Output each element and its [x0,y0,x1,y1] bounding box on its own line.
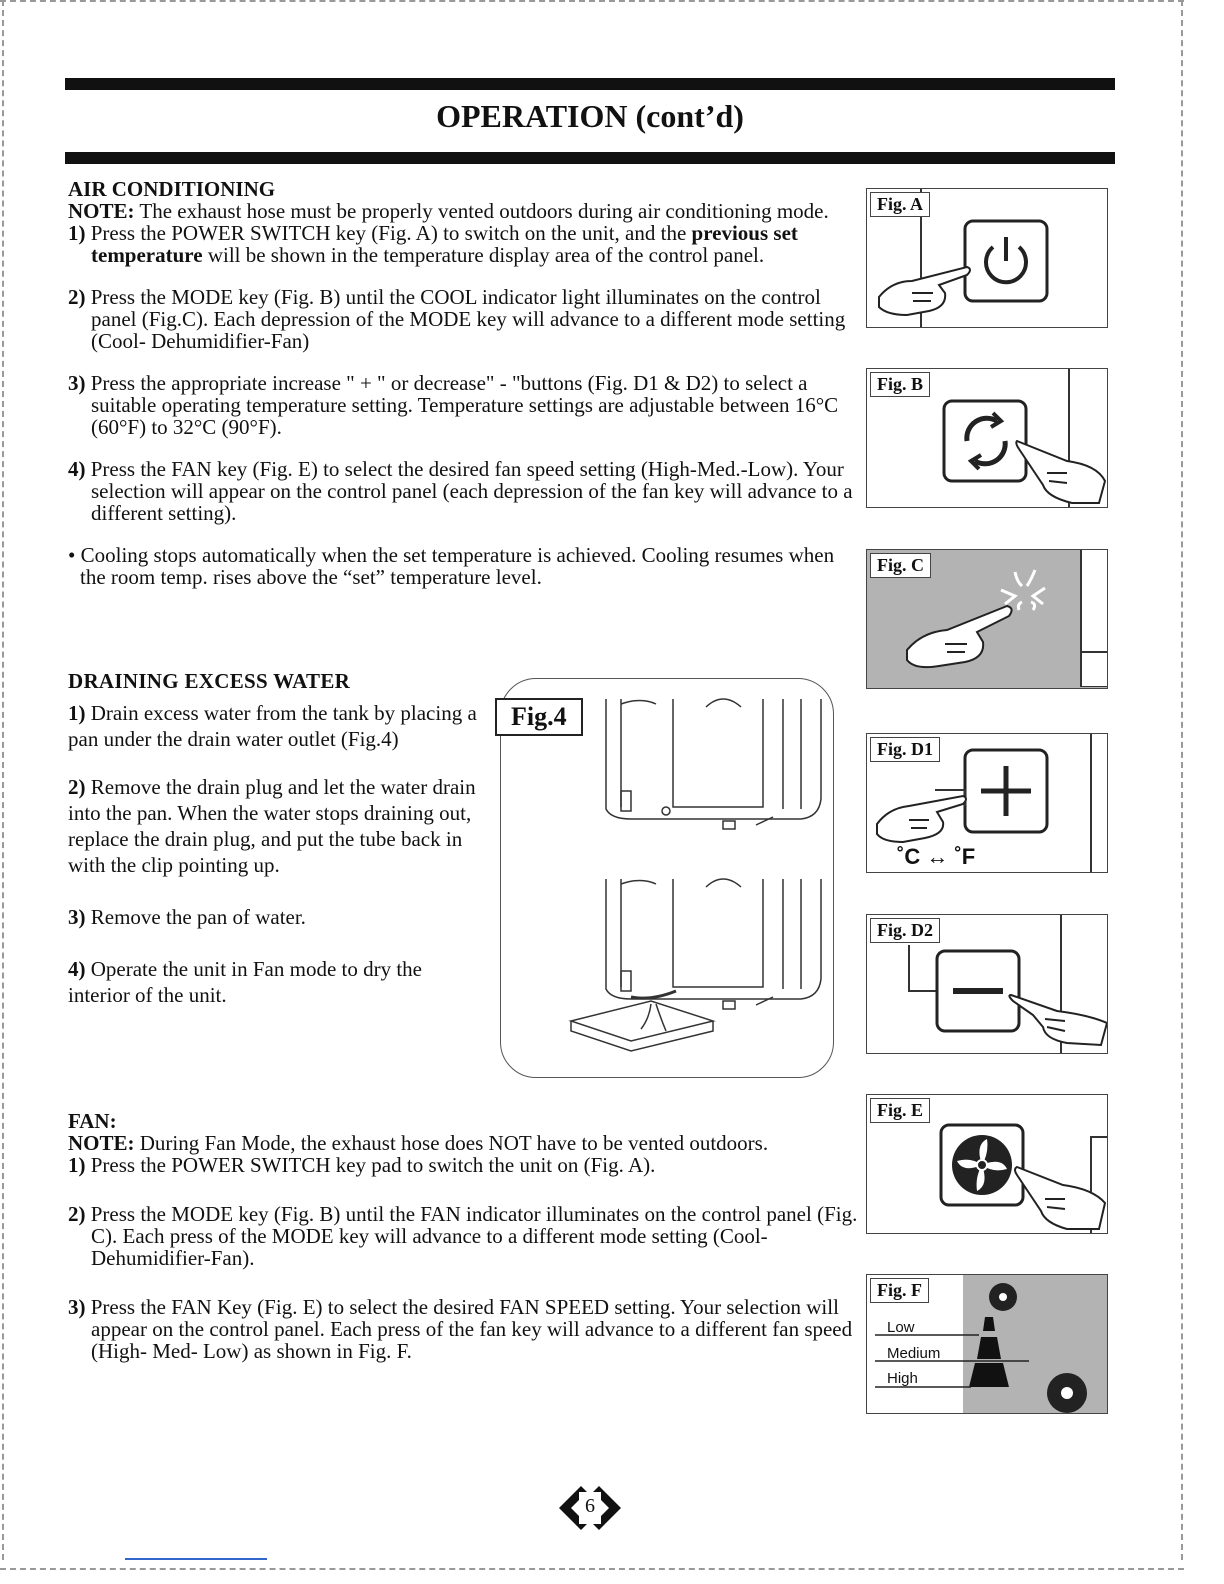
drain-step-1 [68,700,478,752]
drain-step-2-text: Remove the drain plug and let the water drain into the pan. When the water stops draining out, replace the drain plug, and put the tube back in with the clip pointing up. [68,775,476,877]
ac-bullet: • Cooling stops automatically when the set temperature is achieved. Cooling resumes when the room temp. rises above the “set” temperature level. [68,543,835,589]
fan-step-3 [68,1296,858,1362]
ac-note-label: NOTE: [68,199,135,223]
drain-step-1-text: Drain excess water from the tank by placing a pan under the drain water outlet (Fig.4) [68,701,477,751]
page-number-badge [555,1478,625,1538]
ac-step-1-text-a: Press the POWER SWITCH key (Fig. A) to switch on the unit, and the [85,221,692,245]
ac-step-1 [68,222,858,266]
fig-f-panel [866,1274,1108,1414]
ac-step-4-text: Press the FAN key (Fig. E) to select the desired fan speed setting (High-Med.-Low). Your selection will appear on the control panel (each depression of the fan key will advance to a different setting). [85,457,853,525]
ac-step-3-text: Press the appropriate increase " + " or decrease" - "buttons (Fig. D1 & D2) to select a suitable operating temperature setting. Temperature settings are adjustable between 16°C (60°F) to 32°C (90°F). [85,371,839,439]
fig-d1-label: Fig. D1 [870,737,940,762]
ac-step-2-text: Press the MODE key (Fig. B) until the COOL indicator light illuminates on the control panel (Fig.C). Each depression of the MODE key will advance to a different mode setting (Cool- Dehumidifier-Fan) [85,285,846,353]
fig-b-label: Fig. B [870,372,930,397]
page-border-left [2,0,4,1560]
page-number: 6 [585,1495,595,1517]
fig-a-label: Fig. A [870,192,930,217]
fan-speed-bar-medium [977,1337,1001,1359]
fan-speed-bar-high [969,1363,1009,1387]
drain-step-4-text: Operate the unit in Fan mode to dry the interior of the unit. [68,957,423,1007]
pointing-hand-icon [879,267,970,315]
ac-note [68,200,858,222]
fan-heading: FAN: [68,1109,117,1133]
drain-heading: DRAINING EXCESS WATER [68,669,351,693]
fig-d2-label: Fig. D2 [870,918,940,943]
drain-step-1-num: 1) [68,701,86,725]
fan-step-1-num: 1) [68,1153,86,1177]
fig-c-panel [866,549,1108,689]
drain-step-3 [68,904,478,930]
pointing-hand-icon [1016,441,1105,503]
fan-speed-low-label: Low [887,1319,915,1336]
ac-step-2-num: 2) [68,285,86,309]
fan-step-3-num: 3) [68,1295,86,1319]
fan-step-2-text: Press the MODE key (Fig. B) until the FAN indicator illuminates on the control panel (Fig. C). Each press of the MODE key will advance to a different mode setting (Cool- Dehumidifier-Fan). [85,1202,858,1270]
fan-speed-high-label: High [887,1370,918,1387]
ac-step-4-num: 4) [68,457,86,481]
drain-step-4-num: 4) [68,957,86,981]
header-rule-top [65,78,1115,90]
fan-note [68,1132,858,1154]
fan-section [68,1110,858,1362]
drain-step-3-text: Remove the pan of water. [85,905,306,929]
fig-a-panel [866,188,1108,328]
pointing-hand-icon [1009,995,1107,1045]
fan-step-1 [68,1154,858,1176]
fig-d1-panel [866,733,1108,873]
fig-c-label: Fig. C [870,553,931,578]
ac-step-3-num: 3) [68,371,86,395]
fan-step-2 [68,1203,858,1269]
header-rule-bottom [65,152,1115,164]
drain-step-3-num: 3) [68,905,86,929]
fig-f-label: Fig. F [870,1278,929,1303]
page-title: OPERATION (cont’d) [436,98,744,134]
indicator-light-icon [1001,570,1045,610]
fan-icon [952,1135,1012,1195]
ac-step-1-num: 1) [68,221,86,245]
ac-step-2 [68,286,858,352]
drain-step-2-num: 2) [68,775,86,799]
ac-step-3 [68,372,858,438]
ac-step-4 [68,458,858,524]
fan-note-label: NOTE: [68,1131,135,1155]
fig-d2-panel [866,914,1108,1054]
ac-step-1-text-b: will be shown in the temperature display area of the control panel. [202,243,765,267]
drain-section [68,668,478,1008]
ac-note-text: The exhaust hose must be properly vented outdoors during air conditioning mode. [134,199,829,223]
ac-step-1-bold: previous set temperature [91,221,798,267]
drain-step-4 [68,956,478,1008]
fan-small-icon [989,1283,1017,1311]
fig-b-panel [866,368,1108,508]
ac-heading: AIR CONDITIONING [68,177,276,201]
temp-unit-toggle-label: ˚C ↔ ˚F [897,844,976,869]
fan-step-2-num: 2) [68,1202,86,1226]
fan-step-3-text: Press the FAN Key (Fig. E) to select the desired FAN SPEED setting. Your selection will appear on the control panel. Each press of the fan key will advance to a different fan speed (High- Med- Low) as shown in Fig. F. [85,1295,853,1363]
fan-note-text: During Fan Mode, the exhaust hose does NOT have to be vented outdoors. [134,1131,769,1155]
page-border-bottom [0,1568,1184,1570]
pointing-hand-icon [877,796,966,842]
pointing-hand-icon [907,606,1012,667]
fan-large-icon [1047,1373,1087,1413]
drain-step-2 [68,774,478,878]
fig4-drawing [501,679,834,1078]
page-border-top [0,0,1184,2]
fig4-label: Fig.4 [495,698,583,736]
footer-link-line [125,1558,267,1560]
fan-speed-bar-low [983,1317,995,1331]
page-border-right [1181,0,1183,1560]
fig-e-panel [866,1094,1108,1234]
ac-section [68,178,858,588]
fig4-illustration [500,678,834,1078]
fan-speed-medium-label: Medium [887,1345,941,1362]
fan-step-1-text: Press the POWER SWITCH key pad to switch the unit on (Fig. A). [85,1153,656,1177]
fig-e-label: Fig. E [870,1098,930,1123]
